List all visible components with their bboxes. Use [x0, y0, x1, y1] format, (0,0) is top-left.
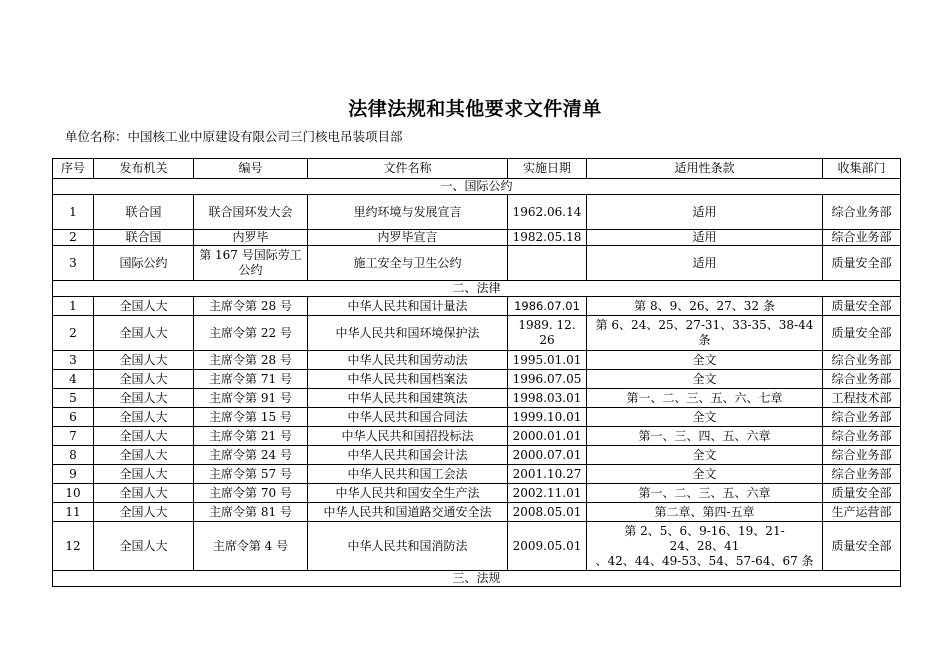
cell-name: 中华人民共和国招投标法: [308, 427, 508, 446]
cell-issuer: 联合国: [94, 195, 194, 230]
cell-issuer: 全国人大: [94, 297, 194, 316]
cell-clauses: 第一、二、三、五、六、七章: [587, 389, 823, 408]
cell-name: 中华人民共和国工会法: [308, 465, 508, 484]
cell-code: 主席令第 28 号: [194, 297, 308, 316]
cell-dept: 质量安全部: [823, 522, 901, 571]
cell-dept: 综合业务部: [823, 370, 901, 389]
cell-dept: 质量安全部: [823, 484, 901, 503]
cell-name: 中华人民共和国建筑法: [308, 389, 508, 408]
cell-no: 4: [53, 370, 94, 389]
cell-name: 中华人民共和国消防法: [308, 522, 508, 571]
cell-date: 2000.07.01: [508, 446, 587, 465]
cell-dept: 工程技术部: [823, 389, 901, 408]
header-row: [53, 159, 901, 179]
cell-name: 中华人民共和国计量法: [308, 297, 508, 316]
cell-no: 3: [53, 246, 94, 281]
cell-no: 1: [53, 195, 94, 230]
table-row: [53, 389, 901, 408]
cell-clauses: 第二章、第四-五章: [587, 503, 823, 522]
cell-clauses: 适用: [587, 195, 823, 230]
cell-date: [508, 246, 587, 281]
cell-date: 2001.10.27: [508, 465, 587, 484]
table-row: [53, 297, 901, 316]
cell-code: 主席令第 91 号: [194, 389, 308, 408]
header-dept: 收集部门: [823, 159, 901, 179]
cell-code: 主席令第 81 号: [194, 503, 308, 522]
cell-issuer: 全国人大: [94, 522, 194, 571]
cell-code: 第 167 号国际劳工公约: [194, 246, 308, 281]
table-row: [53, 316, 901, 351]
section-international: 一、国际公约: [53, 179, 901, 195]
table-row: [53, 230, 901, 246]
cell-no: 11: [53, 503, 94, 522]
section-row: [53, 281, 901, 297]
section-row: [53, 179, 901, 195]
header-name: 文件名称: [308, 159, 508, 179]
cell-issuer: 全国人大: [94, 427, 194, 446]
header-no: 序号: [53, 159, 94, 179]
cell-name: 内罗毕宣言: [308, 230, 508, 246]
cell-clauses: 全文: [587, 370, 823, 389]
table-row: [53, 246, 901, 281]
cell-no: 3: [53, 351, 94, 370]
cell-dept: 综合业务部: [823, 408, 901, 427]
cell-dept: 综合业务部: [823, 230, 901, 246]
cell-issuer: 全国人大: [94, 484, 194, 503]
cell-no: 5: [53, 389, 94, 408]
table-row: [53, 195, 901, 230]
cell-dept: 质量安全部: [823, 246, 901, 281]
section-law: 二、法律: [53, 281, 901, 297]
cell-date: 1999.10.01: [508, 408, 587, 427]
cell-no: 9: [53, 465, 94, 484]
cell-issuer: 全国人大: [94, 351, 194, 370]
cell-dept: 综合业务部: [823, 465, 901, 484]
cell-clauses: 第一、三、四、五、六章: [587, 427, 823, 446]
cell-code: 联合国环发大会: [194, 195, 308, 230]
cell-issuer: 全国人大: [94, 465, 194, 484]
cell-name: 中华人民共和国安全生产法: [308, 484, 508, 503]
cell-clauses: 适用: [587, 246, 823, 281]
cell-issuer: 全国人大: [94, 408, 194, 427]
cell-clauses: 适用: [587, 230, 823, 246]
cell-code: 主席令第 22 号: [194, 316, 308, 351]
regulations-table: [52, 158, 901, 587]
header-clauses: 适用性条款: [587, 159, 823, 179]
table-row: [53, 522, 901, 571]
cell-date: 1962.06.14: [508, 195, 587, 230]
header-code: 编号: [194, 159, 308, 179]
cell-clauses: [587, 522, 823, 571]
cell-clauses: 全文: [587, 351, 823, 370]
cell-clauses: 第一、二、三、五、六章: [587, 484, 823, 503]
cell-date: 1998.03.01: [508, 389, 587, 408]
table-row: [53, 427, 901, 446]
section-regulation: 三、法规: [53, 571, 901, 587]
cell-issuer: 国际公约: [94, 246, 194, 281]
clauses-line: 、42、44、49-53、54、57-64、67 条: [595, 553, 814, 568]
table-row: [53, 446, 901, 465]
cell-dept: 质量安全部: [823, 316, 901, 351]
cell-no: 12: [53, 522, 94, 571]
cell-dept: 综合业务部: [823, 351, 901, 370]
section-row: [53, 571, 901, 587]
cell-clauses: 第 8、9、26、27、32 条: [587, 297, 823, 316]
cell-issuer: 全国人大: [94, 503, 194, 522]
header-date: 实施日期: [508, 159, 587, 179]
cell-name: 中华人民共和国环境保护法: [308, 316, 508, 351]
cell-dept: 综合业务部: [823, 427, 901, 446]
cell-no: 2: [53, 316, 94, 351]
cell-dept: 生产运营部: [823, 503, 901, 522]
table-row: [53, 370, 901, 389]
cell-no: 10: [53, 484, 94, 503]
cell-no: 1: [53, 297, 94, 316]
table-row: [53, 465, 901, 484]
cell-no: 8: [53, 446, 94, 465]
cell-date: 1995.01.01: [508, 351, 587, 370]
header-issuer: 发布机关: [94, 159, 194, 179]
cell-clauses: 全文: [587, 408, 823, 427]
table-row: [53, 408, 901, 427]
cell-code: 主席令第 4 号: [194, 522, 308, 571]
cell-code: 主席令第 21 号: [194, 427, 308, 446]
cell-issuer: 联合国: [94, 230, 194, 246]
cell-no: 2: [53, 230, 94, 246]
table-row: [53, 503, 901, 522]
table-row: [53, 351, 901, 370]
cell-date: 2009.05.01: [508, 522, 587, 571]
cell-issuer: 全国人大: [94, 446, 194, 465]
cell-name: 施工安全与卫生公约: [308, 246, 508, 281]
cell-date: 2008.05.01: [508, 503, 587, 522]
cell-code: 主席令第 15 号: [194, 408, 308, 427]
cell-issuer: 全国人大: [94, 389, 194, 408]
cell-date: 1989. 12. 26: [508, 316, 587, 351]
cell-name: 中华人民共和国道路交通安全法: [308, 503, 508, 522]
cell-no: 7: [53, 427, 94, 446]
cell-date: 1986.07.01: [508, 297, 587, 316]
cell-name: 中华人民共和国档案法: [308, 370, 508, 389]
cell-name: 中华人民共和国合同法: [308, 408, 508, 427]
clauses-line: 第 2、5、6、9-16、19、21-: [624, 523, 785, 538]
cell-code: 主席令第 57 号: [194, 465, 308, 484]
cell-code: 主席令第 70 号: [194, 484, 308, 503]
cell-date: 2002.11.01: [508, 484, 587, 503]
cell-code: 内罗毕: [194, 230, 308, 246]
cell-name: 中华人民共和国劳动法: [308, 351, 508, 370]
cell-dept: 质量安全部: [823, 297, 901, 316]
cell-dept: 综合业务部: [823, 195, 901, 230]
clauses-line: 24、28、41: [669, 538, 740, 553]
cell-date: 1982.05.18: [508, 230, 587, 246]
table-row: [53, 484, 901, 503]
cell-date: 1996.07.05: [508, 370, 587, 389]
cell-code: 主席令第 24 号: [194, 446, 308, 465]
cell-clauses: 全文: [587, 465, 823, 484]
cell-code: 主席令第 71 号: [194, 370, 308, 389]
cell-name: 里约环境与发展宣言: [308, 195, 508, 230]
cell-clauses: 全文: [587, 446, 823, 465]
cell-name: 中华人民共和国会计法: [308, 446, 508, 465]
cell-no: 6: [53, 408, 94, 427]
cell-issuer: 全国人大: [94, 316, 194, 351]
cell-date: 2000.01.01: [508, 427, 587, 446]
cell-dept: 综合业务部: [823, 446, 901, 465]
cell-clauses: 第 6、24、25、27-31、33-35、38-44 条: [587, 316, 823, 351]
cell-code: 主席令第 28 号: [194, 351, 308, 370]
unit-name: 单位名称：中国核工业中原建设有限公司三门核电吊装项目部: [65, 129, 403, 144]
document-title: 法律法规和其他要求文件清单: [348, 98, 602, 120]
cell-issuer: 全国人大: [94, 370, 194, 389]
